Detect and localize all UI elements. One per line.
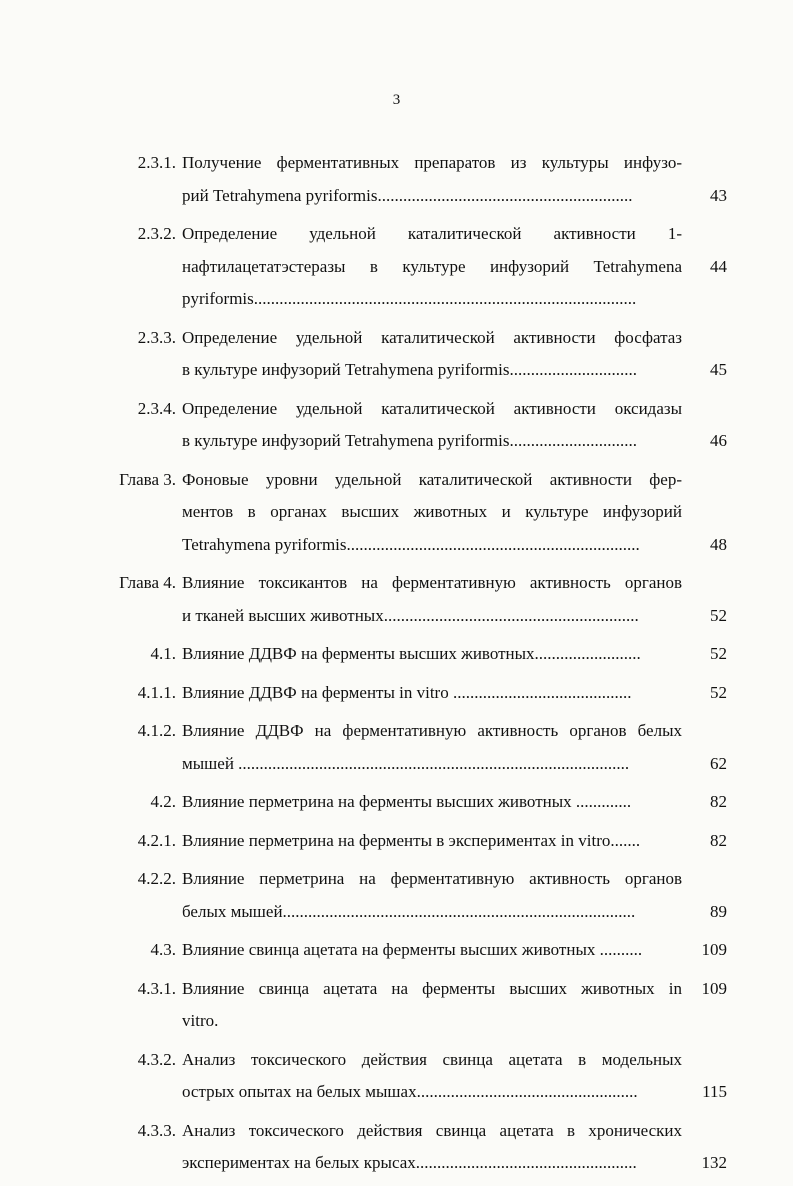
section-number: 4.2.1. bbox=[137, 830, 176, 850]
toc-entry bbox=[0, 464, 793, 562]
page-ref: 115 bbox=[702, 1082, 727, 1101]
entry-title-line: Влияние свинца ацетата на ферменты высших животных in bbox=[182, 978, 682, 998]
toc-line bbox=[0, 786, 793, 819]
toc-line bbox=[0, 748, 793, 781]
entry-title-line: Определение удельной каталитической активности оксидазы bbox=[182, 398, 682, 418]
section-number: 2.3.2. bbox=[137, 224, 176, 243]
entry-title-line: белых мышей................................................................................... bbox=[182, 901, 636, 921]
toc-line bbox=[0, 715, 793, 748]
toc-line bbox=[0, 825, 793, 858]
entry-title-line: в культуре инфузорий Tetrahymena pyriformis.............................. bbox=[182, 360, 637, 379]
toc-entry bbox=[0, 825, 793, 858]
toc-line bbox=[0, 322, 793, 355]
page-number: 3 bbox=[392, 92, 401, 108]
toc-entry bbox=[0, 567, 793, 632]
entry-title-line: vitro. bbox=[182, 1011, 219, 1030]
toc-line bbox=[0, 934, 793, 967]
toc-line bbox=[0, 283, 793, 316]
toc-line bbox=[0, 218, 793, 251]
toc-entry bbox=[0, 973, 793, 1038]
section-number: 4.1.1. bbox=[137, 682, 176, 702]
toc-line bbox=[0, 147, 793, 180]
toc-line bbox=[0, 496, 793, 529]
toc-line bbox=[0, 638, 793, 671]
toc-entry bbox=[0, 147, 793, 212]
page-ref: 48 bbox=[710, 534, 727, 554]
entry-title-line: и тканей высших животных............................................................ bbox=[182, 605, 639, 625]
toc-line bbox=[0, 1076, 793, 1109]
entry-title-line: Определение удельной каталитической активности 1- bbox=[182, 224, 682, 243]
page-ref: 82 bbox=[710, 792, 727, 811]
section-number: 4.3.3. bbox=[137, 1120, 176, 1140]
toc-entry bbox=[0, 786, 793, 819]
toc-line bbox=[0, 180, 793, 213]
page-ref: 109 bbox=[701, 978, 727, 998]
toc-line bbox=[0, 896, 793, 929]
entry-title-line: Влияние ДДВФ на ферментативную активность органов белых bbox=[182, 721, 682, 740]
page-ref: 89 bbox=[710, 901, 727, 921]
entry-title-line: нафтилацетатэстеразы в культуре инфузорий Tetrahymena bbox=[182, 256, 682, 276]
page-ref: 52 bbox=[710, 644, 727, 663]
entry-title-line: Фоновые уровни удельной каталитической активности фер- bbox=[182, 469, 682, 489]
section-number: 4.3.2. bbox=[137, 1049, 176, 1069]
toc-line bbox=[0, 677, 793, 710]
entry-title-line: в культуре инфузорий Tetrahymena pyriformis.............................. bbox=[182, 431, 637, 450]
toc-entry bbox=[0, 393, 793, 458]
entry-title-line: Tetrahymena pyriformis..................................................................... bbox=[182, 534, 640, 554]
toc-entry bbox=[0, 218, 793, 316]
toc-line bbox=[0, 464, 793, 497]
entry-title-line: Анализ токсического действия свинца ацетата в хронических bbox=[182, 1120, 682, 1140]
entry-title-line: Получение ферментативных препаратов из культуры инфузо- bbox=[182, 153, 682, 172]
section-number: 4.1. bbox=[150, 644, 176, 663]
entry-title-line: мышей ............................................................................................ bbox=[182, 753, 630, 773]
toc-line bbox=[0, 393, 793, 426]
toc-line bbox=[0, 973, 793, 1006]
entry-title-line: Влияние перметрина на ферменты высших животных ............. bbox=[182, 792, 632, 811]
toc-line bbox=[0, 1147, 793, 1180]
toc-entry bbox=[0, 715, 793, 780]
entry-title-line: Влияние токсикантов на ферментативную активность органов bbox=[182, 573, 682, 592]
page-ref: 82 bbox=[710, 830, 727, 850]
section-number: 4.1.2. bbox=[137, 721, 176, 740]
entry-title-line: Влияние ДДВФ на ферменты высших животных......................... bbox=[182, 644, 641, 663]
section-number: 4.2.2. bbox=[137, 869, 176, 888]
toc-line bbox=[0, 863, 793, 896]
section-number: Глава 4. bbox=[119, 573, 176, 592]
toc-line bbox=[0, 354, 793, 387]
section-number: Глава 3. bbox=[119, 469, 176, 489]
toc-entry bbox=[0, 1044, 793, 1109]
toc-line bbox=[0, 529, 793, 562]
toc-line bbox=[0, 1115, 793, 1148]
page-ref: 132 bbox=[701, 1153, 727, 1172]
page-ref: 52 bbox=[710, 682, 727, 702]
toc-entry bbox=[0, 863, 793, 928]
section-number: 4.3. bbox=[150, 940, 176, 959]
entry-title-line: Анализ токсического действия свинца ацетата в модельных bbox=[182, 1049, 682, 1069]
entry-title-line: Влияние свинца ацетата на ферменты высших животных .......... bbox=[182, 940, 643, 959]
section-number: 4.3.1. bbox=[137, 978, 176, 998]
toc-entry bbox=[0, 638, 793, 671]
section-number: 2.3.3. bbox=[137, 327, 176, 347]
toc-line bbox=[0, 251, 793, 284]
toc-line bbox=[0, 1005, 793, 1038]
entry-title-line: экспериментах на белых крысах.................................................... bbox=[182, 1153, 637, 1172]
toc-line bbox=[0, 600, 793, 633]
section-number: 2.3.1. bbox=[137, 153, 176, 172]
entry-title-line: Влияние ДДВФ на ферменты in vitro .......................................... bbox=[182, 682, 632, 702]
toc-entry bbox=[0, 677, 793, 710]
page-ref: 62 bbox=[710, 753, 727, 773]
page-ref: 45 bbox=[710, 360, 727, 379]
toc-entry bbox=[0, 322, 793, 387]
toc-line bbox=[0, 567, 793, 600]
page-ref: 43 bbox=[710, 185, 727, 205]
page-ref: 44 bbox=[710, 256, 727, 276]
entry-title-line: pyriformis.......................................................................................... bbox=[182, 289, 637, 308]
entry-title-line: Определение удельной каталитической активности фосфатаз bbox=[182, 327, 682, 347]
entry-title-line: Влияние перметрина на ферментативную активность органов bbox=[182, 869, 682, 888]
page-ref: 109 bbox=[701, 940, 727, 959]
table-of-contents bbox=[0, 147, 793, 1186]
page-ref: 46 bbox=[710, 431, 727, 450]
page-ref: 52 bbox=[710, 605, 727, 625]
section-number: 2.3.4. bbox=[137, 398, 176, 418]
toc-entry bbox=[0, 934, 793, 967]
entry-title-line: ментов в органах высших животных и культуре инфузорий bbox=[182, 502, 682, 521]
toc-line bbox=[0, 1044, 793, 1077]
entry-title-line: острых опытах на белых мышах.................................................... bbox=[182, 1082, 638, 1101]
entry-title-line: рий Tetrahymena pyriformis............................................................ bbox=[182, 185, 633, 205]
entry-title-line: Влияние перметрина на ферменты в экспериментах in vitro....... bbox=[182, 830, 641, 850]
section-number: 4.2. bbox=[150, 792, 176, 811]
toc-line bbox=[0, 425, 793, 458]
toc-entry bbox=[0, 1115, 793, 1180]
